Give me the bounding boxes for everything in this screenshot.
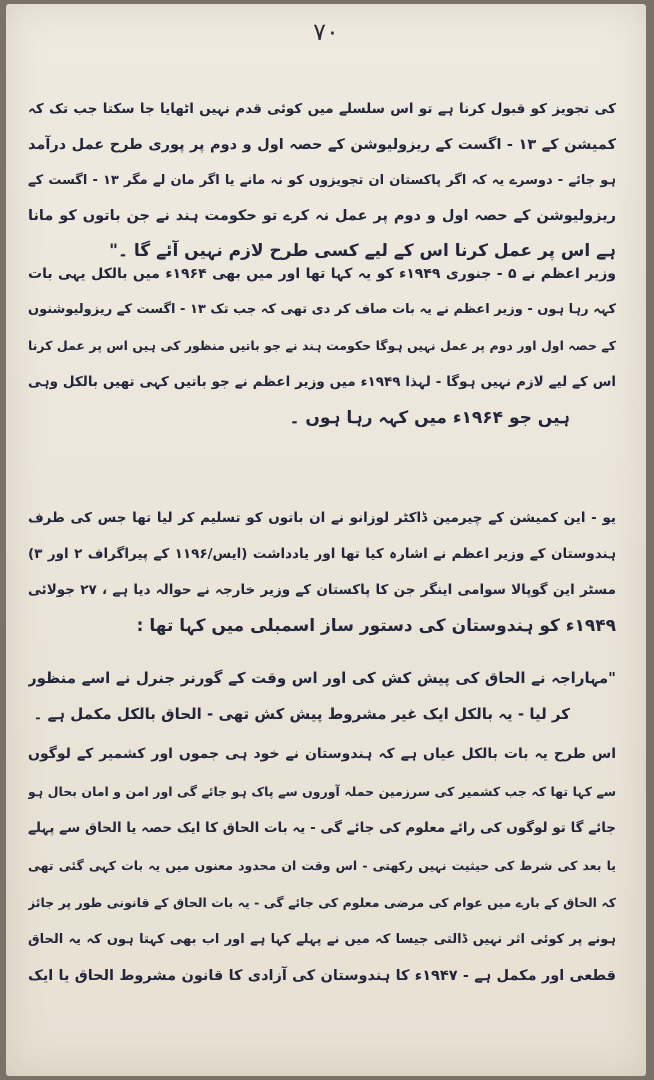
paragraph-3 [28, 500, 616, 644]
text-line: کمیشن کے ۱۳ - اگست کے ریزولیوشن کے حصہ اول و دوم پر پوری طرح عمل درآمد [28, 136, 616, 153]
text-line: وزیر اعظم نے ۵ - جنوری ۱۹۴۹ء کو یہ کہا تھا اور میں بھی ۱۹۶۴ء میں بالکل یہی بات [28, 266, 616, 282]
text-line: ریزولیوشن کے حصہ اول و دوم پر عمل نہ کرے تو حکومت ہند نے جن باتوں کو مانا [28, 207, 616, 224]
paragraph-5 [28, 736, 616, 995]
text-line: ۱۹۴۹ء کو ہندوستان کی دستور ساز اسمبلی میں کہا تھا : [136, 616, 616, 636]
text-line: ہیں جو ۱۹۶۴ء میں کہہ رہا ہوں ۔ [289, 408, 570, 428]
text-line: کے حصہ اول اور دوم پر عمل نہیں ہوگا حکومت ہند نے جو باتیں منظور کی ہیں اس پر عمل کرنا [28, 338, 616, 353]
text-line: کر لیا - یہ بالکل ایک غیر مشروط پیش کش تھی - الحاق بالکل مکمل ہے ۔ [33, 705, 570, 723]
text-line: کہہ رہا ہوں - وزیر اعظم نے یہ بات صاف کر دی تھی کہ جب تک ۱۳ - اگست کے ریزولیوشنوں [28, 302, 616, 317]
text-line: ہونے پر کوئی اثر نہیں ڈالتی جیسا کہ میں نے پہلے کہا ہے اور اب بھی کہتا ہوں کہ یہ الحاق [28, 932, 616, 947]
text-line: جائے گا تو لوگوں کی رائے معلوم کی جائے گی - یہ بات الحاق کا ایک حصہ یا الحاق سے پہلے [28, 820, 616, 836]
paragraph-2 [28, 256, 616, 436]
text-line: "مہاراجہ نے الحاق کی پیش کش کی اور اس وقت کے گورنر جنرل نے اسے منظور [28, 669, 616, 687]
text-line: ہندوستان کے وزیر اعظم نے اشارہ کیا تھا اور یادداشت (ایس/۱۱۹۶ کے پیراگراف ۲ اور ۳) [28, 546, 616, 562]
text-line: ہے اس پر عمل کرنا اس کے لیے کسی طرح لازم نہیں آئے گا ۔" [109, 241, 616, 261]
text-line: یا بعد کی شرط کی حیثیت نہیں رکھتی - اس وقت ان محدود معنوں میں یہ بات کہی گئی تھی [28, 858, 616, 873]
paragraph-1 [28, 92, 616, 270]
text-line: کی تجویز کو قبول کرنا ہے تو اس سلسلے میں کوئی قدم نہیں اٹھایا جا سکتا جب تک کہ [28, 101, 616, 117]
page-number: ۷۰ [313, 18, 339, 46]
text-line: یو - این کمیشن کے چیرمین ڈاکٹر لوزانو نے ان باتوں کو تسلیم کر لیا تھا جس کی طرف [28, 510, 616, 526]
text-line: اس کے لیے لازم نہیں ہوگا - لہذا ۱۹۴۹ء میں وزیر اعظم نے جو باتیں کہی تھیں بالکل وہی [28, 374, 616, 390]
text-line: سے کہا تھا کہ جب کشمیر کی سرزمین حملہ آوروں سے پاک ہو جائے گی اور امن و امان بحال ہو [28, 784, 616, 799]
text-line: کہ الحاق کے بارے میں عوام کی مرضی معلوم کی جائے گی - یہ بات الحاق کے قانونی طور پر جائز [28, 895, 616, 910]
quote-paragraph [28, 660, 616, 732]
text-line: قطعی اور مکمل ہے - ۱۹۴۷ء کا ہندوستان کی آزادی کا قانون مشروط الحاق یا ایک [28, 968, 616, 984]
text-line: مسٹر این گوپالا سوامی اینگر جن کا پاکستان کے وزیر خارجہ نے حوالہ دیا ہے ، ۲۷ جولائی [28, 582, 616, 598]
text-line: ہو جائے - دوسرے یہ کہ اگر پاکستان ان تجویزوں کو نہ مانے یا اگر مان لے مگر ۱۳ - اگست کے [28, 173, 616, 188]
document-page [6, 4, 646, 1076]
text-line: اس طرح یہ بات بالکل عیاں ہے کہ ہندوستان نے خود ہی جموں اور کشمیر کے لوگوں [28, 746, 616, 762]
